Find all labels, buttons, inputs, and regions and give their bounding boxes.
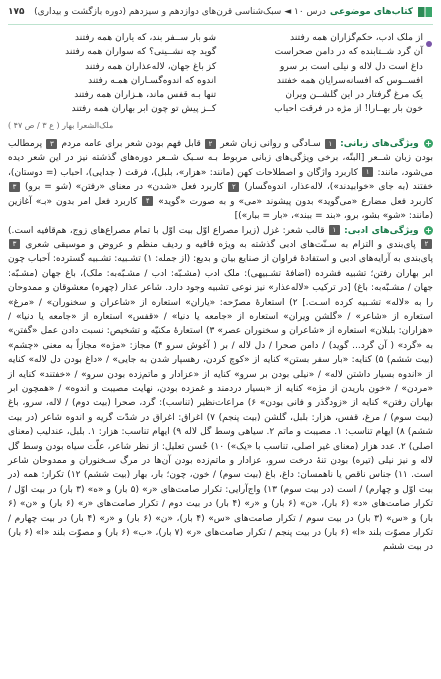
poem-verse: [8, 102, 433, 116]
number-badge: ۳: [9, 182, 20, 192]
poem-hemistich-left: تنها بـه قفس ماند، هـزاران همه رفتند: [74, 89, 217, 101]
poem-verse: [8, 31, 433, 45]
poem-hemistich-left: کــز پیش تو چون ابر بهاران همه رفتند: [71, 103, 217, 115]
number-badge: ۲: [228, 182, 239, 192]
poem-hemistich-left: شو بار ســفر بند، که یاران همه رفتند: [74, 32, 217, 43]
plus-icon: +: [425, 225, 432, 235]
poem-hemistich-left: گوید چه نشــینی؟ که سواران همه رفتند: [65, 46, 217, 58]
number-badge: ۱: [325, 139, 336, 149]
number-badge: ۲: [421, 239, 432, 249]
poem-bullet-icon: [426, 41, 432, 47]
number-badge: ۱: [329, 225, 340, 235]
page-header: [8, 0, 433, 25]
number-badge: ۳: [9, 239, 20, 249]
poem-hemistich-right: افســوس که افسانه‌سرایان همه خفتند: [276, 74, 423, 86]
book-icon: [417, 5, 433, 19]
poem-source: ملک‌الشعرا بهار ( ع ۳ / ص ۴۷ ): [8, 120, 114, 130]
section-body: قالب شعر: غزل (زیرا مصراع اوّل بیت اوّل با تمام مصراع‌های زوج، هم‌قافیه است.) ۲ پای‌بندی و التزام به سـنّت‌های ادبی گذشته به ویژه قافیه و ردیف منظم و عروض و موسیقی شعری ۳ پای‌بندی به آرایه‌های ادبی و استفادهٔ فراوان از صنایع بیان و بدیع: (از جمله: ۱) تشـبیه: تشـبیه گسترده: اَحباب چون ابر بهاران رفتن؛ تشبیه فشرده (اضافهٔ تشـبیهی): ملک ادب (مشـبّه: ادب / مشـبّه‌به: ملک)، باغ جهان (مشـبّه: جهان / مشـبّه‌به: باغ) [در ترکیب «لاله‌عذار» نیز نوعی تشبیه وجود دارد. شاعر عذار (چهره) معشوقان و ممدوحان را به «لاله» تشـبیه کرده اسـت.] ۲) استعارهٔ مصرّحه: «یاران» استعاره از «شاعران و سخنوران» / «مرغ» استعاره از «شاعر» / «گلشن ویران» استعاره از «جامعه یا دنیا» / «قفس» استعاره از «جامعه یا دنیا» / «هزاران: بلبلان» استعاره از «شاعران و سخنوران عصر» ۳) استعارهٔ مکنیّه و تشخیص: نسبت دادن عمل «گفتن» به «گرد» ( آن گرد... گوید) / دامن صحرا / دل لاله / بر ( آغوش سرو ۴) مجاز: «مژه» مجازاً به معنی «چشم» (بیت ششم) ۵) کنایه: «بار سفر بستن» کنایه از «کوچ کردن، رهسپار شدن به جایی» / «داغ بودن دل لاله» کنایه از «اندوه بسیار داشتن لاله» / «نیلی بودن بر سرو» کنایه از «عزادار و ماتم‌زده بودن سرو» / «خفتند» کنایه از «مردن» / «خون باریدن از مژه» کنایه از «بسیار دردمند و غمزده بودن، نهایت مصیبت و اندوه» / «همچون ابر بهاران رفتن» کنایه از «زودگذر و فانی بودن» ۶) مراعات‌نظیر (تناسب): گرد، صحرا (بیت دوم) / لاله، سرو، باغ (بیت سوم) / مرغ، قفس، هزار: بلبل، گلشن (بیت پنجم) ۷) اغراق: اغراق در شدّت گریه و اندوه شاعر (در بیت ششم) ۸) ایهام تناسب: ۱. مصیبت و ماتم ۲. سیاهی وسط گل لاله ۹) ایهام تناسب: هزار: ۱. بلبل، عندلیب (معنای اصلی) ۲. عدد هزار (معنای غیر اصلی، تناسب با «یک») ۱۰) حُسن تعلیل: از نظر شاعر، علّت سیاه بودن وسط گل لاله و نیز نیلی (تیره) بودن تنهٔ درخت سرو، عزادار و ماتم‌زده بودن آن‌ها در مرگ سـخنوران و ممدوحان شاعر است. ۱۱) جناس ناقص یا ناهمسان: داغ، باغ (بیت سوم) / خون، چون؛ بار، بهار (بیت ششم) ۱۲) تکرار: همه (در بیت اوّل و چهارم) / است (در بیت سوم) ۱۳) واج‌آرایی: تکرار صامت‌های «ر» (۵ بار) و «ه» (۳ بار) در بیت اوّل / تکرار صامت‌های «د» (۶ بار)، «ن» (۶ بار) و «ر» (۴ بار) در بیت دوم / تکرار صامت‌های «ر» (۶ بار) و «ن» (۶ بار) و «س» (۳ بار) در بیت سوم / تکرار صامت‌های «س» (۴ بار)، «ن» (۶ بار) و «ر» (۴ بار) در بیت چهارم / تکرار مصوّت بلند «ا» (۶ بار) در بیت پنجم / تکرار صامت‌های «ر» (۷ بار)، «ب» (۶ بار) و مصوّت بلند «ا» (۶ بار) در بیت ششم: [8, 225, 434, 553]
poem-hemistich-right: یک مرغ گرفتار در این گلشــن ویران: [285, 89, 423, 101]
poem-block: [8, 31, 433, 133]
literary-features-section: [8, 224, 433, 555]
number-badge: ۲: [205, 139, 216, 149]
section-title: ویژگی‌های ادبی:: [344, 225, 419, 236]
page-number: ۱۷۵: [8, 7, 25, 17]
poem-hemistich-right: از ملک ادب، حکم‌گزاران همه رفتند: [290, 32, 423, 43]
plus-icon: +: [425, 139, 432, 149]
poem-verse: [8, 60, 433, 74]
poem-hemistich-left: کز باغ جهان، لاله‌عذاران همه رفتند: [85, 60, 217, 72]
poem-verse: [8, 88, 433, 102]
number-badge: ۱: [362, 167, 373, 177]
brand-label: کتاب‌های موضوعی: [329, 7, 413, 17]
number-badge: ۴: [142, 196, 153, 206]
poem-verse: [8, 45, 433, 59]
number-badge: ۳: [46, 139, 57, 149]
linguistic-features-section: [8, 137, 433, 223]
lesson-title: درس ۱۰ ◄ سبک‌شناسی قرن‌های دوازدهم و سیزدهم (دوره بازگشت و بیداری): [34, 7, 326, 17]
poem-hemistich-right: خون بار بهــارا! از مژه در فرقت احباب: [274, 103, 423, 115]
poem-hemistich-left: اندوه که اندوه‌گسـاران همـه رفتند: [88, 74, 217, 86]
poem-verse: [8, 74, 433, 88]
header-brand-group: [34, 5, 433, 19]
poem-hemistich-right: داغ است دل لاله و نیلی است بر سرو: [279, 60, 423, 72]
poem-hemistich-right: آن گرد شــتابنده که در دامن صحراست: [274, 46, 423, 58]
section-title: ویژگی‌های زبانی:: [340, 139, 419, 150]
section-body: سـادگی و روانی زبان شعر ۲ قابل فهم بودن شعر برای عامه مردم ۳ پرمطالب بودن زبان شــعر [البتّه، برخی ویژگی‌های زبانی مربوط بـه سـبک شــعر دوره‌های گذشته نیز در این شعر دیده می‌شود، مانند: ۱ کاربرد واژگان و اصطلاحات کهن (مانند: «هزار»، بلبل)، فرقت ( جدایی)، احباب (= دوستان)، خفتند (به جای «خوابیدند»)، لاله‌عذار، اندوه‌گسار) ۲ کاربرد فعل «شدن» در معنای «رفتن» (شو = برو) ۳ کاربرد فعل مضارع «می‌گوید» بدون پیشوند «می» و به صورت «گوید» ۴ کاربرد فعل امر بدون «بـ» آغازین (مانند: «شو» بشو، برو، «بند = ببند»، «بار = ببار»)]: [8, 139, 433, 222]
